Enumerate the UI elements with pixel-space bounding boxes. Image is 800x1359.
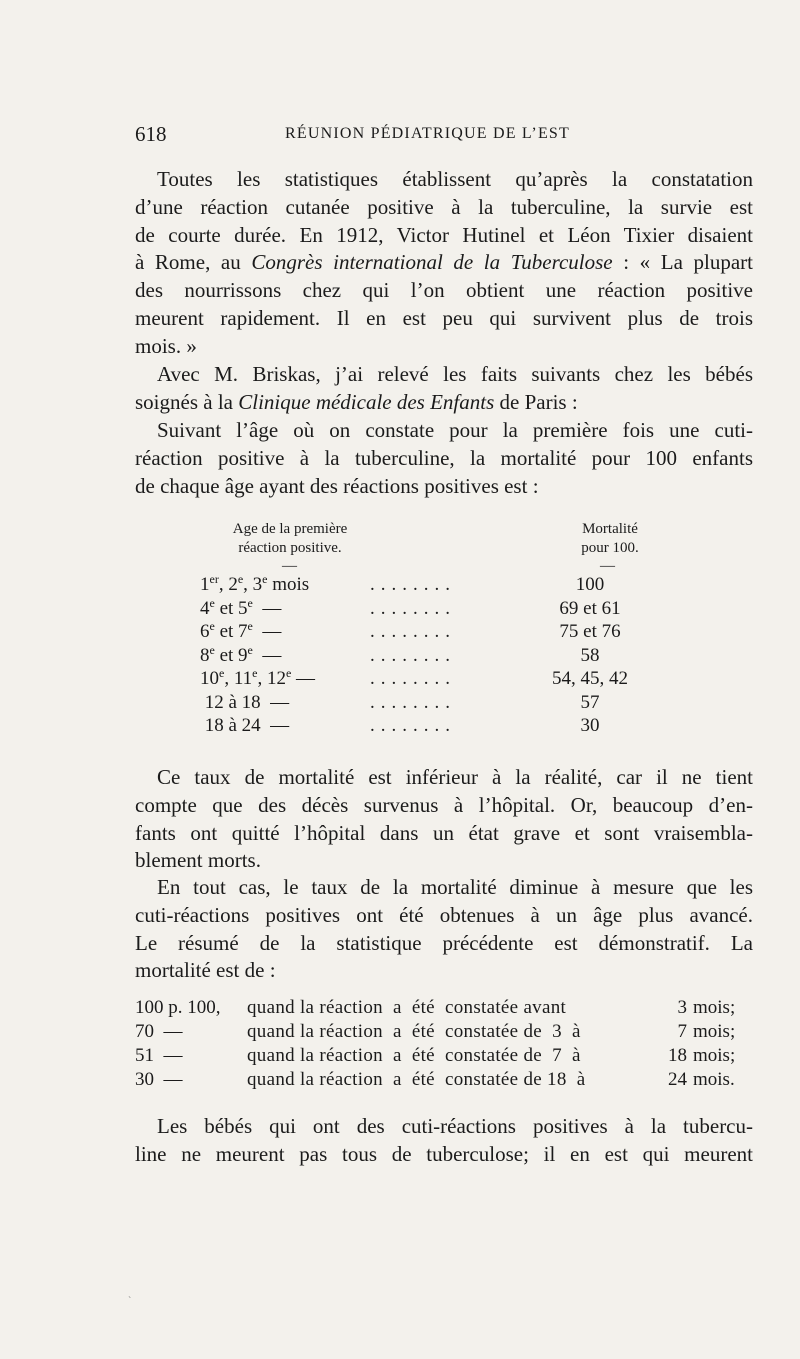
age-cell: 1er, 2e, 3e mois — [200, 572, 310, 595]
condition-cell: quand la réaction a été constatée de 3 à — [247, 1021, 581, 1042]
rate-cell: 70 — — [135, 1021, 183, 1042]
text-line: d’une réaction cutanée positive à la tuberculine, la survie est — [135, 194, 753, 219]
text-line: Le résumé de la statistique précédente est démonstratif. La — [135, 930, 753, 955]
text-line: line ne meurent pas tous de tuberculose; il en est qui meurent — [135, 1141, 753, 1166]
text-line: réaction positive à la tuberculine, la mortalité pour 100 enfants — [135, 445, 753, 470]
header-line: réaction positive. — [238, 540, 342, 556]
text-fragment: à Rome, au — [135, 250, 241, 275]
months-cell: 3 — [677, 997, 687, 1018]
page-header — [135, 122, 757, 152]
mortality-cell: 100 — [575, 574, 605, 595]
months-cell: 7 — [677, 1021, 687, 1042]
age-cell: 4e et 5e — — [200, 595, 282, 619]
header-dash: — — [282, 558, 297, 574]
table-row — [200, 595, 660, 622]
months-cell: 24 — [668, 1069, 687, 1090]
header-dash: — — [600, 558, 615, 574]
condition-cell: quand la réaction a été constatée de 18 à — [247, 1069, 586, 1090]
unit-cell: mois; — [693, 997, 736, 1018]
table-row — [200, 692, 660, 716]
text-line: Suivant l’âge où on constate pour la première fois une cuti- — [157, 418, 753, 442]
text-line: cuti-réactions positives ont été obtenues à un âge plus avancé. — [135, 902, 753, 927]
text-line: blement morts. — [135, 848, 261, 873]
text-line: meurent rapidement. Il en est peu qui survivent plus de trois — [135, 305, 753, 330]
leader-dots: ........ — [370, 621, 456, 642]
header-line: pour 100. — [581, 540, 639, 556]
table-row — [200, 574, 660, 598]
mortality-cell: 75 et 76 — [559, 621, 621, 642]
table-header-mortality — [545, 520, 675, 558]
paragraph-summary-intro — [135, 874, 753, 985]
text-line: Les bébés qui ont des cuti-réactions positives à la tubercu- — [157, 1114, 753, 1138]
mortality-cell: 69 et 61 — [559, 597, 621, 619]
paper-speck: ` — [128, 1296, 132, 1307]
text-line: Avec M. Briskas, j’ai relevé les faits suivants chez les bébés — [157, 362, 753, 386]
leader-dots: ........ — [370, 597, 456, 619]
summary-row — [135, 1069, 755, 1093]
condition-cell: quand la réaction a été constatée de 7 à — [247, 1045, 581, 1066]
paragraph-statistics — [135, 166, 753, 361]
mortality-cell: 58 — [580, 644, 600, 666]
text-line: compte que des décès survenus à l’hôpital. Or, beaucoup d’en- — [135, 792, 753, 817]
age-cell: 8e et 9e — — [200, 642, 282, 666]
text-line: Ce taux de mortalité est inférieur à la réalité, car il ne tient — [157, 765, 753, 789]
page-number: 618 — [135, 122, 167, 146]
running-title: RÉUNION PÉDIATRIQUE DE L’EST — [285, 125, 570, 142]
text-line: de courte durée. En 1912, Victor Hutinel et Léon Tixier disaient — [135, 222, 753, 247]
unit-cell: mois; — [693, 1021, 736, 1042]
age-cell: 10e, 11e, 12e — — [200, 666, 316, 689]
summary-row — [135, 1021, 755, 1045]
rate-cell: 30 — — [135, 1069, 183, 1090]
text-line: mois. » — [135, 333, 197, 358]
leader-dots: ........ — [370, 574, 456, 595]
paragraph-briskas — [135, 361, 753, 417]
text-line-clinique — [135, 389, 753, 417]
table-row — [200, 668, 660, 692]
table-row — [200, 621, 660, 645]
age-cell: 6e et 7e — — [200, 619, 282, 642]
summary-row — [135, 997, 755, 1021]
summary-row — [135, 1045, 755, 1069]
rate-cell: 100 p. 100, — [135, 997, 221, 1018]
leader-dots: ........ — [370, 715, 456, 736]
mortality-cell: 54, 45, 42 — [552, 668, 628, 689]
rate-cell: 51 — — [135, 1045, 183, 1066]
unit-cell: mois; — [693, 1045, 736, 1066]
text-line: de chaque âge ayant des réactions positives est : — [135, 473, 539, 498]
text-fragment: : « La plupart — [612, 250, 753, 275]
leader-dots: ........ — [370, 644, 456, 666]
text-line: Toutes les statistiques établissent qu’après la constatation — [157, 167, 753, 191]
mortality-cell: 57 — [580, 691, 600, 713]
header-line: Age de la première — [232, 521, 348, 537]
condition-cell: quand la réaction a été constatée avant — [247, 997, 567, 1018]
table-row — [200, 715, 660, 739]
congress-title: Congrès international de la Tuberculose — [251, 250, 613, 275]
leader-dots: ........ — [370, 691, 456, 713]
header-line: Mortalité — [582, 521, 638, 537]
mortality-cell: 30 — [580, 715, 600, 736]
age-cell: 12 à 18 — — [200, 691, 290, 713]
table-row — [200, 642, 660, 669]
paragraph-age-intro — [135, 417, 753, 500]
text-fragment: soignés à la — [135, 389, 233, 414]
months-cell: 18 — [668, 1045, 687, 1066]
text-line: mortalité est de : — [135, 958, 276, 983]
age-cell: 18 à 24 — — [200, 715, 290, 736]
paragraph-inferior — [135, 764, 753, 875]
leader-dots: ........ — [370, 668, 456, 689]
text-line: fants ont quitté l’hôpital dans un état grave et sont vraisembla- — [135, 820, 753, 845]
clinique-title: Clinique médicale des Enfants — [238, 389, 495, 414]
unit-cell: mois. — [693, 1069, 735, 1090]
paragraph-final — [135, 1113, 753, 1169]
text-line: des nourrissons chez qui l’on obtient une réaction positive — [135, 278, 753, 303]
text-line-congress — [135, 249, 753, 277]
text-fragment: de Paris : — [499, 389, 578, 414]
text-line: En tout cas, le taux de la mortalité diminue à mesure que les — [157, 875, 753, 899]
table-header-age — [195, 520, 385, 558]
